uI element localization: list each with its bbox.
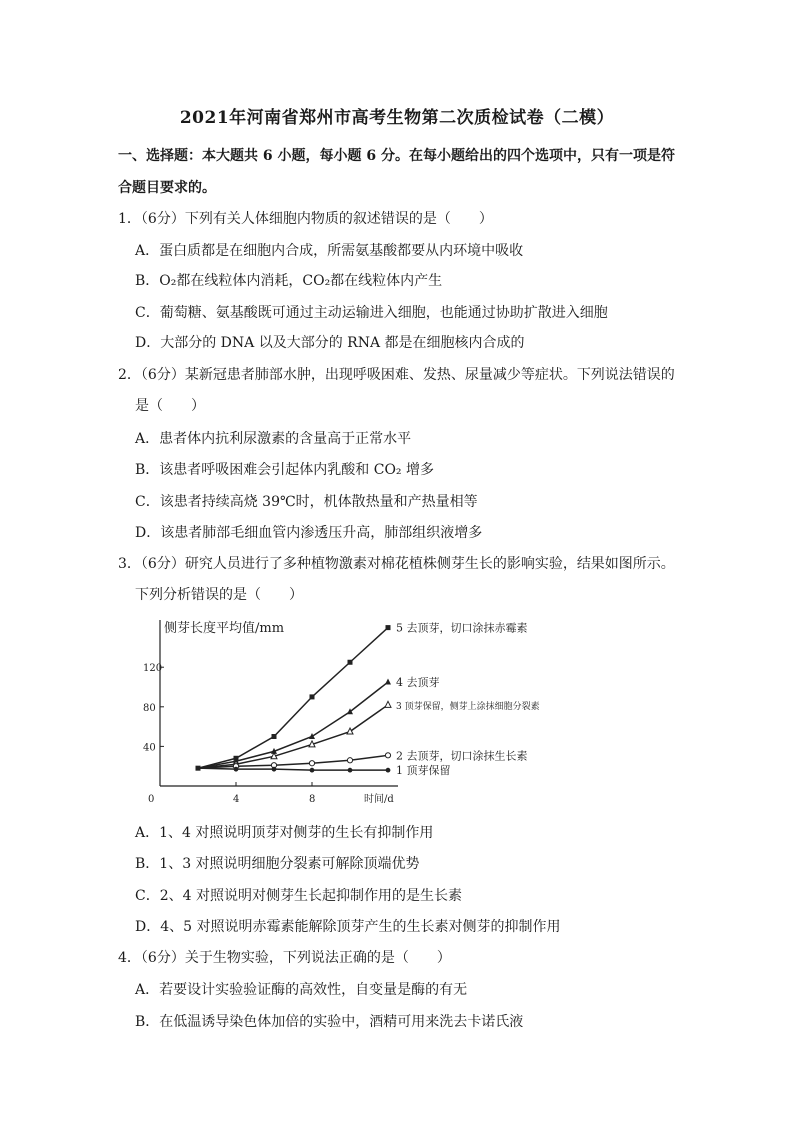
data-point bbox=[385, 679, 391, 685]
series-label-3: 3 顶芽保留，侧芽上涂抹细胞分裂素 bbox=[396, 701, 540, 712]
question-4-option-b: B．在低温诱导染色体加倍的实验中，酒精可用来洗去卡诺氏液 bbox=[135, 1014, 524, 1030]
question-3-stem-line2: 下列分析错误的是（ ） bbox=[135, 587, 303, 603]
data-point bbox=[386, 768, 391, 773]
question-2-option-a: A．患者体内抗利尿激素的含量高于正常水平 bbox=[135, 431, 412, 447]
series-label-4: 4 去顶芽 bbox=[396, 676, 440, 690]
data-point bbox=[347, 758, 352, 763]
growth-line-chart bbox=[128, 612, 578, 812]
question-4-stem: 4．（6分）关于生物实验，下列说法正确的是（ ） bbox=[118, 950, 451, 966]
y-tick-label: 80 bbox=[143, 702, 156, 714]
series-label-1: 1 顶芽保留 bbox=[396, 764, 451, 778]
data-point bbox=[385, 753, 390, 758]
data-point bbox=[348, 660, 353, 665]
question-1-option-a: A．蛋白质都是在细胞内合成，所需氨基酸都要从内环境中吸收 bbox=[135, 243, 524, 259]
series-label-2: 2 去顶芽，切口涂抹生长素 bbox=[396, 749, 528, 763]
question-3-stem-line1: 3．（6分）研究人员进行了多种植物激素对棉花植株侧芽生长的影响实验，结果如图所示。 bbox=[118, 556, 675, 572]
question-3-option-b: B．1、3 对照说明细胞分裂素可解除顶端优势 bbox=[135, 856, 420, 872]
question-1-stem: 1．（6分）下列有关人体细胞内物质的叙述错误的是（ ） bbox=[118, 211, 493, 227]
data-point bbox=[386, 625, 391, 630]
question-3-option-a: A．1、4 对照说明顶芽对侧芽的生长有抑制作用 bbox=[135, 825, 434, 841]
question-2-stem-line2: 是（ ） bbox=[135, 398, 205, 414]
data-point bbox=[310, 694, 315, 699]
question-2-stem-line1: 2．（6分）某新冠患者肺部水肿，出现呼吸困难、发热、尿量减少等症状。下列说法错误的 bbox=[118, 367, 675, 383]
data-point bbox=[272, 734, 277, 739]
data-point bbox=[234, 767, 239, 772]
data-point bbox=[272, 767, 277, 772]
question-1-option-b: B．O₂都在线粒体内消耗，CO₂都在线粒体内产生 bbox=[135, 273, 443, 289]
page-title: 2021年河南省郑州市高考生物第二次质检试卷（二模） bbox=[179, 108, 615, 128]
question-2-option-c: C．该患者持续高烧 39℃时，机体散热量和产热量相等 bbox=[135, 494, 478, 510]
data-point bbox=[347, 728, 353, 734]
question-4-option-a: A．若要设计实验验证酶的高效性，自变量是酶的有无 bbox=[135, 982, 468, 998]
question-3-option-c: C．2、4 对照说明对侧芽生长起抑制作用的是生长素 bbox=[135, 888, 462, 904]
data-point bbox=[309, 761, 314, 766]
origin-label: 0 bbox=[148, 794, 155, 805]
data-point bbox=[310, 768, 315, 773]
start-point bbox=[196, 766, 201, 771]
series-line-2 bbox=[198, 755, 388, 768]
question-1-option-c: C．葡萄糖、氨基酸既可通过主动运输进入细胞，也能通过协助扩散进入细胞 bbox=[135, 305, 608, 321]
y-tick-label: 40 bbox=[143, 742, 156, 754]
question-2-option-b: B．该患者呼吸困难会引起体内乳酸和 CO₂ 增多 bbox=[135, 462, 434, 478]
question-1-option-d: D．大部分的 DNA 以及大部分的 RNA 都是在细胞核内合成的 bbox=[135, 335, 525, 351]
section-heading-line2: 合题目要求的。 bbox=[118, 180, 216, 196]
question-3-option-d: D．4、5 对照说明赤霉素能解除顶芽产生的生长素对侧芽的抑制作用 bbox=[135, 919, 561, 935]
series-line-1 bbox=[198, 768, 388, 770]
data-point bbox=[347, 708, 353, 714]
data-point bbox=[385, 701, 391, 707]
y-tick-label: 120 bbox=[143, 663, 163, 675]
question-2-option-d: D．该患者肺部毛细血管内渗透压升高，肺部组织液增多 bbox=[135, 525, 483, 541]
x-tick-label: 8 bbox=[309, 794, 316, 805]
x-axis-label: 时间/d bbox=[364, 794, 394, 805]
y-axis-label: 侧芽长度平均值/mm bbox=[164, 621, 285, 636]
x-tick-label: 4 bbox=[233, 794, 240, 805]
section-heading-line1: 一、选择题：本大题共 6 小题，每小题 6 分。在每小题给出的四个选项中，只有一项是符 bbox=[118, 148, 675, 164]
series-label-5: 5 去顶芽，切口涂抹赤霉素 bbox=[396, 621, 528, 635]
data-point bbox=[348, 768, 353, 773]
series-line-5 bbox=[198, 628, 388, 769]
